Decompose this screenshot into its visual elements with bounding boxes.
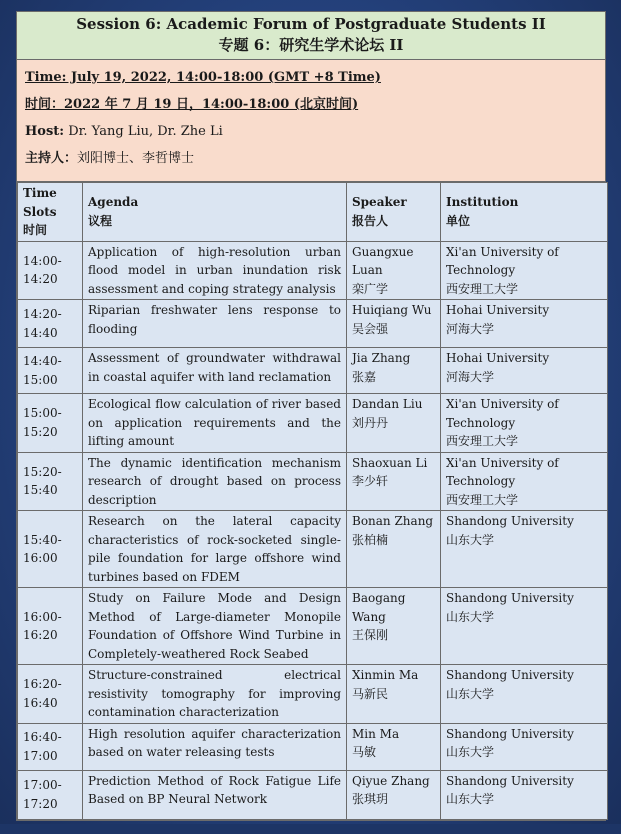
table-row (18, 394, 608, 453)
speaker-name-en: Shaoxuan Li (352, 455, 428, 470)
time-slot-end: 14:20 (23, 272, 58, 287)
schedule-table (17, 182, 608, 820)
institution-name-cn: 山东大学 (446, 686, 495, 701)
institution-name-en: Shandong University (446, 773, 574, 788)
time-slot-cell (18, 723, 83, 770)
speaker-name-en: Min Ma (352, 726, 400, 741)
institution-name-cn: 山东大学 (446, 745, 495, 759)
time-slot-start: 15:00- (23, 406, 62, 421)
time-slot-end: 15:00 (23, 372, 58, 387)
time-slot-start: 16:00- (23, 609, 62, 624)
time-slot-cell (18, 241, 83, 300)
time-slot-cell (18, 665, 83, 724)
institution-name-cn: 山东大学 (446, 792, 495, 806)
agenda-title: Structure-constrained electrical resistivity tomography for improving contamination characterization (88, 668, 341, 719)
speaker-cell (347, 511, 441, 588)
bottom-band (0, 824, 621, 834)
agenda-cell (83, 241, 347, 300)
institution-cell (441, 452, 608, 511)
host-cn (25, 145, 597, 172)
institution-name-cn: 西安理工大学 (446, 492, 519, 507)
host-cn-label: 主持人： (25, 151, 78, 166)
speaker-name-cn: 栾广学 (352, 281, 389, 296)
speaker-name-en: Guangxue Luan (352, 244, 414, 277)
table-row (18, 665, 608, 724)
institution-name-cn: 山东大学 (446, 532, 495, 547)
time-slot-cell (18, 394, 83, 453)
schedule-sheet (16, 11, 606, 821)
col-header-time (18, 183, 83, 242)
col-header-time-1: Time (23, 186, 57, 200)
time-slot-end: 16:40 (23, 695, 58, 710)
institution-name-en: Shandong University (446, 591, 574, 605)
time-slot-cell (18, 348, 83, 394)
time-slot-start: 14:00- (23, 253, 62, 268)
agenda-title: Application of high-resolution urban flood model in urban inundation risk assessment and coping strategy analysis (88, 244, 341, 296)
speaker-name-en: Qiyue Zhang (352, 773, 430, 788)
time-slot-cell (18, 588, 83, 665)
agenda-cell (83, 452, 347, 511)
time-slot-start: 15:40- (23, 532, 62, 547)
institution-name-en: Xi'an University of Technology (446, 244, 559, 277)
agenda-cell (83, 588, 347, 665)
host-names: Dr. Yang Liu, Dr. Zhe Li (64, 124, 223, 139)
col-header-time-2: Slots (23, 204, 57, 219)
speaker-cell (347, 241, 441, 300)
agenda-cell (83, 348, 347, 394)
speaker-name-cn: 张柏楠 (352, 532, 389, 547)
col-header-agenda-en: Agenda (88, 195, 139, 210)
speaker-name-en: Baogang Wang (352, 591, 406, 624)
agenda-title: Research on the lateral capacity characteristics of rock-socketed single-pile foundation for large offshore wind turbines based on FDEM (88, 514, 341, 584)
speaker-name-en: Jia Zhang (352, 351, 411, 365)
institution-cell (441, 394, 608, 453)
col-header-institution-cn: 单位 (446, 213, 471, 228)
table-row (18, 588, 608, 665)
time-slot-cell (18, 511, 83, 588)
institution-name-en: Hohai University (446, 351, 550, 365)
institution-name-cn: 西安理工大学 (446, 281, 519, 296)
host-cn-names: 刘阳博士、李哲博士 (77, 151, 195, 166)
speaker-cell (347, 300, 441, 348)
agenda-title: The dynamic identification mechanism research of drought based on process description (88, 455, 341, 507)
speaker-name-cn: 王保刚 (352, 628, 389, 642)
agenda-title: Riparian freshwater lens response to flooding (88, 303, 341, 336)
speaker-name-cn: 马新民 (352, 686, 389, 701)
time-slot-cell (18, 452, 83, 511)
institution-name-en: Hohai University (446, 303, 550, 317)
speaker-cell (347, 770, 441, 819)
agenda-cell (83, 300, 347, 348)
speaker-name-cn: 马敏 (352, 745, 377, 759)
session-title-en: Session 6: Academic Forum of Postgraduate Students II (76, 15, 546, 33)
speaker-cell (347, 723, 441, 770)
institution-cell (441, 588, 608, 665)
time-slot-end: 16:20 (23, 628, 58, 642)
table-row (18, 348, 608, 394)
speaker-cell (347, 452, 441, 511)
col-header-speaker-cn: 报告人 (352, 213, 389, 228)
speaker-name-cn: 李少轩 (352, 474, 389, 488)
speaker-cell (347, 665, 441, 724)
col-header-agenda-cn: 议程 (88, 213, 113, 228)
time-slot-start: 16:20- (23, 677, 62, 692)
table-row (18, 241, 608, 300)
institution-name-cn: 河海大学 (446, 321, 495, 336)
speaker-name-en: Huiqiang Wu (352, 303, 432, 317)
institution-cell (441, 241, 608, 300)
institution-name-cn: 西安理工大学 (446, 434, 519, 448)
time-slot-start: 15:20- (23, 464, 62, 479)
table-header-row (18, 183, 608, 242)
institution-cell (441, 665, 608, 724)
table-row (18, 723, 608, 770)
institution-cell (441, 723, 608, 770)
agenda-title: Prediction Method of Rock Fatigue Life Based on BP Neural Network (88, 773, 341, 806)
col-header-time-3: 时间 (23, 223, 48, 237)
institution-name-cn: 河海大学 (446, 369, 495, 384)
institution-name-en: Shandong University (446, 726, 574, 741)
institution-name-en: Xi'an University of Technology (446, 455, 559, 488)
institution-cell (441, 511, 608, 588)
agenda-cell (83, 723, 347, 770)
institution-name-en: Shandong University (446, 668, 574, 682)
col-header-institution-en: Institution (446, 195, 519, 210)
table-row (18, 770, 608, 819)
time-en: Time: July 19, 2022, 14:00-18:00 (GMT +8 Time) (25, 70, 381, 85)
time-slot-start: 17:00- (23, 778, 62, 792)
time-slot-end: 14:40 (23, 325, 58, 340)
time-slot-start: 14:20- (23, 307, 62, 321)
agenda-title: Assessment of groundwater withdrawal in coastal aquifer with land reclamation (88, 351, 341, 384)
time-slot-end: 15:40 (23, 483, 58, 498)
agenda-cell (83, 394, 347, 453)
col-header-agenda (83, 183, 347, 242)
speaker-cell (347, 348, 441, 394)
time-slot-end: 16:00 (23, 551, 58, 565)
table-row (18, 511, 608, 588)
speaker-name-cn: 张嘉 (352, 369, 377, 384)
speaker-name-cn: 刘丹丹 (352, 415, 389, 430)
time-slot-start: 14:40- (23, 354, 62, 368)
institution-name-en: Shandong University (446, 514, 574, 528)
col-header-speaker (347, 183, 441, 242)
speaker-name-en: Dandan Liu (352, 397, 423, 411)
speaker-cell (347, 394, 441, 453)
time-slot-start: 16:40- (23, 730, 62, 744)
session-info (17, 60, 605, 182)
speaker-cell (347, 588, 441, 665)
col-header-speaker-en: Speaker (352, 195, 407, 210)
agenda-title: Ecological flow calculation of river based on application requirements and the lifting amount (88, 397, 341, 448)
table-row (18, 300, 608, 348)
speaker-name-en: Xinmin Ma (352, 668, 419, 682)
agenda-cell (83, 511, 347, 588)
institution-cell (441, 300, 608, 348)
speaker-name-en: Bonan Zhang (352, 514, 434, 528)
time-slot-end: 17:00 (23, 748, 58, 763)
institution-name-cn: 山东大学 (446, 609, 495, 624)
speaker-name-cn: 张琪玥 (352, 792, 389, 806)
table-row (18, 452, 608, 511)
time-slot-end: 17:20 (23, 796, 58, 811)
institution-name-en: Xi'an University of Technology (446, 397, 559, 430)
agenda-cell (83, 665, 347, 724)
speaker-name-cn: 吴会强 (352, 321, 389, 336)
session-title-cn: 专题 6：研究生学术论坛 II (218, 36, 404, 54)
host-label: Host: (25, 124, 65, 139)
agenda-title: High resolution aquifer characterization based on water releasing tests (88, 726, 341, 759)
time-cn: 时间：2022 年 7 月 19 日，14:00-18:00 (北京时间) (25, 97, 359, 112)
host-en (25, 118, 597, 145)
time-slot-cell (18, 300, 83, 348)
col-header-institution (441, 183, 608, 242)
session-header (17, 12, 605, 60)
agenda-title: Study on Failure Mode and Design Method of Large-diameter Monopile Foundation of Offshore Wind Turbine in Completely-weathered Rock Seabed (88, 591, 341, 661)
time-slot-cell (18, 770, 83, 819)
institution-cell (441, 348, 608, 394)
agenda-cell (83, 770, 347, 819)
institution-cell (441, 770, 608, 819)
time-slot-end: 15:20 (23, 424, 58, 439)
